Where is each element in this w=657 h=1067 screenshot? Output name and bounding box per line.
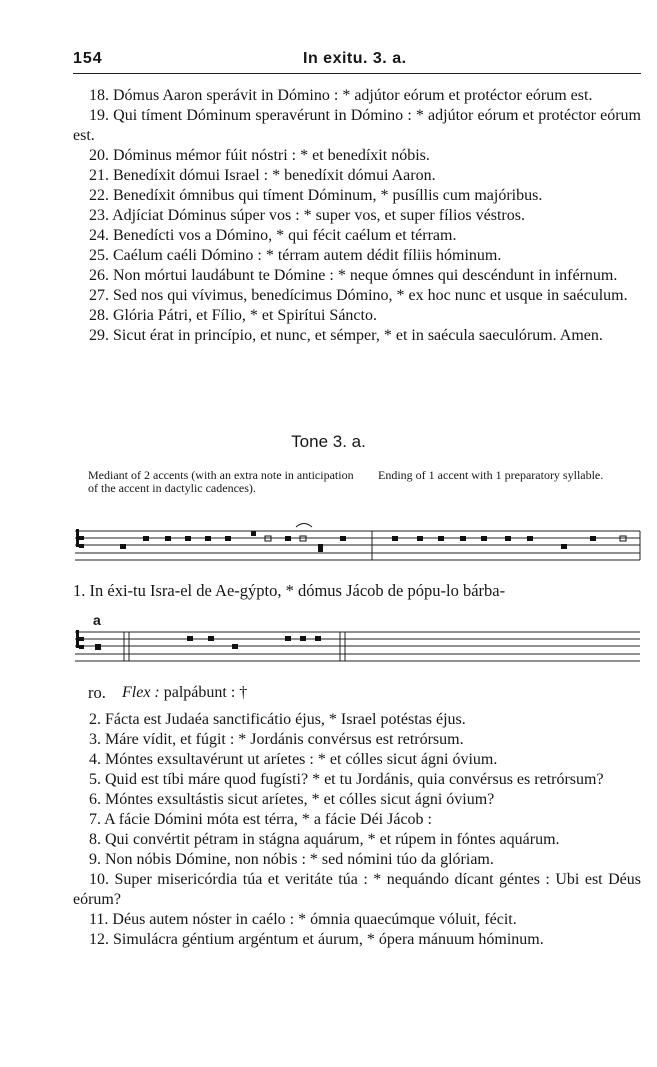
verse: 7. A fácie Dómini móta est térra, * a fácie Déi Jácob : — [89, 811, 432, 828]
flex-label: Flex : — [122, 684, 160, 701]
verse: 18. Dómus Aaron sperávit in Dómino : * adjútor eórum et protéctor eórum est. — [89, 87, 593, 104]
verse: 4. Móntes exsultavérunt ut aríetes : * et cólles sicut ágni óvium. — [89, 751, 498, 768]
verse: 20. Dóminus mémor fúit nóstri : * et benedíxit nóbis. — [89, 147, 430, 164]
verse: 8. Qui convértit pétram in stágna aquárum, * et rúpem in fóntes aquárum. — [89, 831, 560, 848]
verse: 29. Sicut érat in princípio, et nunc, et sémper, * et in saécula saeculórum. Amen. — [89, 327, 603, 344]
verse: 28. Glória Pátri, et Fílio, * et Spirítui Sáncto. — [89, 307, 377, 324]
caption-mediant: Mediant of 2 accents (with an extra note in anticipation of the accent in dactylic cadences). — [88, 468, 354, 495]
verse: 12. Simulácra géntium argéntum et áurum, * ópera mánuum hóminum. — [89, 931, 544, 948]
termination-marker: a — [93, 612, 101, 628]
verse: 2. Fácta est Judaéa sanctificátio éjus, * Israel potéstas éjus. — [89, 711, 466, 728]
verse: 10. Super misericórdia túa et veritáte túa : * nequándo dícant géntes : Ubi est Déus eórum? — [73, 871, 641, 908]
verse: 23. Adjíciat Dóminus súper vos : * super vos, et super fílios véstros. — [89, 207, 525, 224]
flex-text: palpábunt : † — [163, 684, 248, 701]
page-number: 154 — [73, 50, 103, 67]
verse: 26. Non mórtui laudábunt te Dómine : * neque ómnes qui descéndunt in inférnum. — [89, 267, 618, 284]
verse: 25. Caélum caéli Dómino : * térram autem dédit fíliis hóminum. — [89, 247, 502, 264]
caption-ending: Ending of 1 accent with 1 preparatory syllable. — [378, 468, 604, 482]
music-lyrics-line1: 1. In éxi-tu Isra-el de Ae-gýpto, * dómus Jácob de pópu-lo bárba- — [73, 581, 506, 600]
verses-bottom — [73, 710, 641, 950]
flex-line — [122, 684, 247, 702]
verse: 3. Máre vídit, et fúgit : * Jordánis convérsus est retrórsum. — [89, 731, 464, 748]
verse: 6. Móntes exsultástis sicut aríetes, * et cólles sicut ágni óvium? — [89, 791, 495, 808]
music-lyrics-line2: ro. — [88, 683, 106, 702]
verse: 19. Qui tíment Dóminum speravérunt in Dómino : * adjútor eórum et protéctor eórum est. — [73, 107, 641, 144]
tone-title: Tone 3. a. — [291, 432, 366, 451]
verse: 21. Benedíxit dómui Israel : * benedíxit dómui Aaron. — [89, 167, 436, 184]
verse: 9. Non nóbis Dómine, non nóbis : * sed nómini túo da glóriam. — [89, 851, 494, 868]
verse: 5. Quid est tíbi máre quod fugísti? * et tu Jordánis, quia convérsus es retrórsum? — [89, 771, 604, 788]
verse: 24. Benedícti vos a Dómino, * qui fécit caélum et térram. — [89, 227, 457, 244]
running-title: In exitu. 3. a. — [303, 50, 407, 67]
verse: 11. Déus autem nóster in caélo : * ómnia quaecúmque vóluit, fécit. — [89, 911, 517, 928]
verse: 27. Sed nos qui vívimus, benedícimus Dómino, * ex hoc nunc et usque in saéculum. — [89, 287, 628, 304]
verse: 22. Benedíxit ómnibus qui tíment Dóminum, * pusíllis cum majóribus. — [89, 187, 543, 204]
